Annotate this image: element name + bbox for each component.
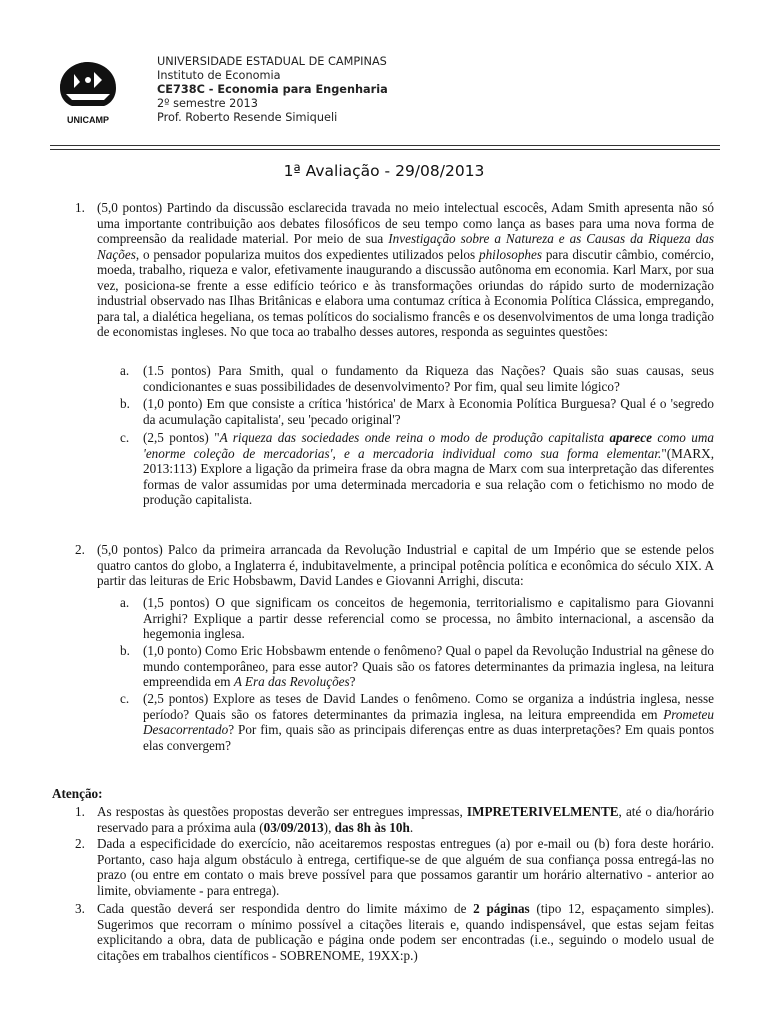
course-name: CE738C - Economia para Engenharia bbox=[157, 83, 388, 96]
unicamp-emblem-icon bbox=[54, 58, 122, 130]
q2b-text bbox=[143, 643, 714, 690]
question-2-number: 2. bbox=[75, 542, 85, 557]
attention-1-time: das 8h às 10h bbox=[334, 819, 410, 835]
attention-1-part: . bbox=[409, 819, 414, 835]
q1a-text: (1.5 pontos) Para Smith, qual o fundamento da Riqueza das Nações? Quais são suas causas, seus condicionantes e suas possibilidades de desenvolvimento? Por fim, qual seu limite lógico? bbox=[143, 363, 714, 394]
attention-item-1 bbox=[97, 804, 714, 835]
attention-1-number: 1. bbox=[75, 804, 85, 819]
q1-text-part: (5,0 pontos) Partindo da discussão esclarecida travada no meio intelectual escocês, Adam Smith apresenta não só uma importante contribuição aos debates filosóficos de seu tempo como lança as bases para uma nova forma de compreensão da realidade material. Por meio de sua bbox=[97, 200, 714, 246]
q2b-text-part: ? bbox=[349, 674, 356, 689]
q2c-text bbox=[143, 691, 714, 753]
institute-name: Instituto de Economia bbox=[157, 69, 281, 82]
q1c-text-part: "(MARX, 2013:113) Explore a ligação da primeira frase da obra magna de Marx com sua interpretação das diferentes formas de valor assumidas por uma determinada mercadoria e sua relação com o fetichismo no modo de produção capitalista. bbox=[143, 445, 714, 507]
q1c-text bbox=[143, 430, 714, 508]
question-1-text bbox=[97, 200, 714, 340]
attention-1-part: , até o dia/horário reservado para a próxima aula ( bbox=[97, 804, 714, 835]
header-block bbox=[157, 55, 388, 125]
attention-1-emphasis: IMPRETERIVELMENTE bbox=[466, 804, 619, 819]
q2b-text-part: (1,0 ponto) Como Eric Hobsbawm entende o fenômeno? Qual o papel da Revolução Industrial na gênese do mundo contemporâneo, para esse autor? Quais são os fatores determinantes da primazia inglesa, na leitura empreendida em bbox=[143, 643, 714, 689]
professor-name: Prof. Roberto Resende Simiqueli bbox=[157, 111, 338, 124]
attention-3-number: 3. bbox=[75, 901, 85, 916]
attention-1-part: As respostas às questões propostas deverão ser entregues impressas, bbox=[97, 804, 467, 819]
university-name: UNIVERSIDADE ESTADUAL DE CAMPINAS bbox=[157, 55, 387, 68]
q2a-text: (1,5 pontos) O que significam os conceitos de hegemonia, territorialismo e capitalismo para Giovanni Arrighi? Explique a partir desse referencial como se processa, no âmbito internacional, a ascensão da hegemonia inglesa. bbox=[143, 595, 714, 641]
q1c-quote-emphasis: aparece bbox=[609, 430, 652, 445]
q1c-quote: A riqueza das sociedades onde reina o modo de produção capitalista bbox=[219, 430, 610, 445]
q1b-label: b. bbox=[120, 396, 130, 411]
q2a-label: a. bbox=[120, 595, 130, 610]
attention-3-part: Cada questão deverá ser respondida dentro do limite máximo de bbox=[97, 901, 474, 916]
question-2-text: (5,0 pontos) Palco da primeira arrancada da Revolução Industrial e capital de um Império que se estende pelos quatro cantos do globo, a Inglaterra é, indubitavelmente, a principal potência política e econômica do século XIX. A partir das leituras de Eric Hobsbawm, David Landes e Giovanni Arrighi, discuta: bbox=[97, 542, 714, 588]
q1a-label: a. bbox=[120, 363, 130, 378]
attention-item-2: Dada a especificidade do exercício, não aceitaremos respostas entregues (a) por e-mail ou (b) fora deste horário. Portanto, caso haja algum obstáculo à entrega, certifique-se de que alguém de sua confiança possa entregá-las no prazo (ou entre em contato o mais breve possível para que possamos garantir um horário alternativo - anterior ao limite, obviamente - para entrega). bbox=[97, 836, 714, 898]
q1-philosophes: philosophes bbox=[478, 246, 542, 262]
q1-text-part: para discutir câmbio, comércio, moeda, trabalho, riqueza e valor, efetivamente inaugurando a discussão autônoma em economia. Karl Marx, por sua vez, posiciona-se frente a esse edifício teórico e às transformações oriundas do rápido surto de modernização industrial observado nas Ilhas Britânicas e elabora uma contumaz crítica à Economia Política Clássica, empregando, para tal, a dialética hegeliana, os temas políticos do socialismo francês e os desenvolvimentos de uma longa tradição de economistas ingleses. No que toca ao trabalho desses autores, responda as seguintes questões: bbox=[97, 246, 715, 339]
attention-1-date: 03/09/2013 bbox=[263, 819, 324, 835]
q2c-label: c. bbox=[120, 691, 130, 706]
question-1-number: 1. bbox=[75, 200, 85, 215]
q1-text-part: , o pensador populariza muitos dos expedientes utilizados pelos bbox=[135, 246, 479, 262]
q2c-text-part: ? Por fim, quais são as principais diferenças entre as duas interpretações? Em quais pontos elas convergem? bbox=[143, 722, 714, 753]
attention-3-part: (tipo 12, espaçamento simples). Sugerimos que recorram o mínimo possível a citações literais e, quando indispensável, que estas sejam feitas explicitando a obra, data de publicação e página onde podem ser encontradas (i.e., seguindo o modelo usual de citações em trabalhos científicos - SOBRENOME, 19XX:p.) bbox=[97, 901, 714, 963]
q1c-text-part: (2,5 pontos) " bbox=[143, 430, 220, 445]
page-title: 1ª Avaliação - 29/08/2013 bbox=[283, 162, 485, 180]
q1c-quote: como uma 'enorme coleção de mercadorias', e a mercadoria individual como sua forma elementar. bbox=[143, 430, 714, 461]
q2c-book-title: Prometeu Desacorrentado bbox=[143, 706, 714, 737]
unicamp-logo bbox=[54, 58, 122, 130]
attention-item-3 bbox=[97, 901, 714, 963]
q1-book-title: Investigação sobre a Natureza e as Causas da Riqueza das Nações bbox=[97, 231, 714, 262]
q2b-label: b. bbox=[120, 643, 130, 658]
q2b-book-title: A Era das Revoluções bbox=[233, 674, 350, 689]
q2c-text-part: (2,5 pontos) Explore as teses de David Landes o fenômeno. Como se organiza a indústria inglesa, nesse período? Quais são os fatores determinantes da primazia inglesa, na leitura empreendida em bbox=[143, 691, 714, 722]
q1c-label: c. bbox=[120, 430, 130, 445]
attention-heading: Atenção: bbox=[52, 786, 103, 801]
attention-3-emphasis: 2 páginas bbox=[473, 901, 530, 916]
header-divider-bottom bbox=[50, 149, 720, 150]
header-divider-top bbox=[50, 145, 720, 146]
q1b-text: (1,0 ponto) Em que consiste a crítica 'histórica' de Marx à Economia Política Burguesa? Qual é o 'segredo da acumulação capitalista', seu 'pecado original'? bbox=[143, 396, 714, 427]
attention-2-number: 2. bbox=[75, 836, 85, 851]
attention-1-part: ), bbox=[323, 819, 335, 835]
semester: 2º semestre 2013 bbox=[157, 97, 258, 110]
logo-wordmark: UNICAMP bbox=[67, 115, 109, 125]
